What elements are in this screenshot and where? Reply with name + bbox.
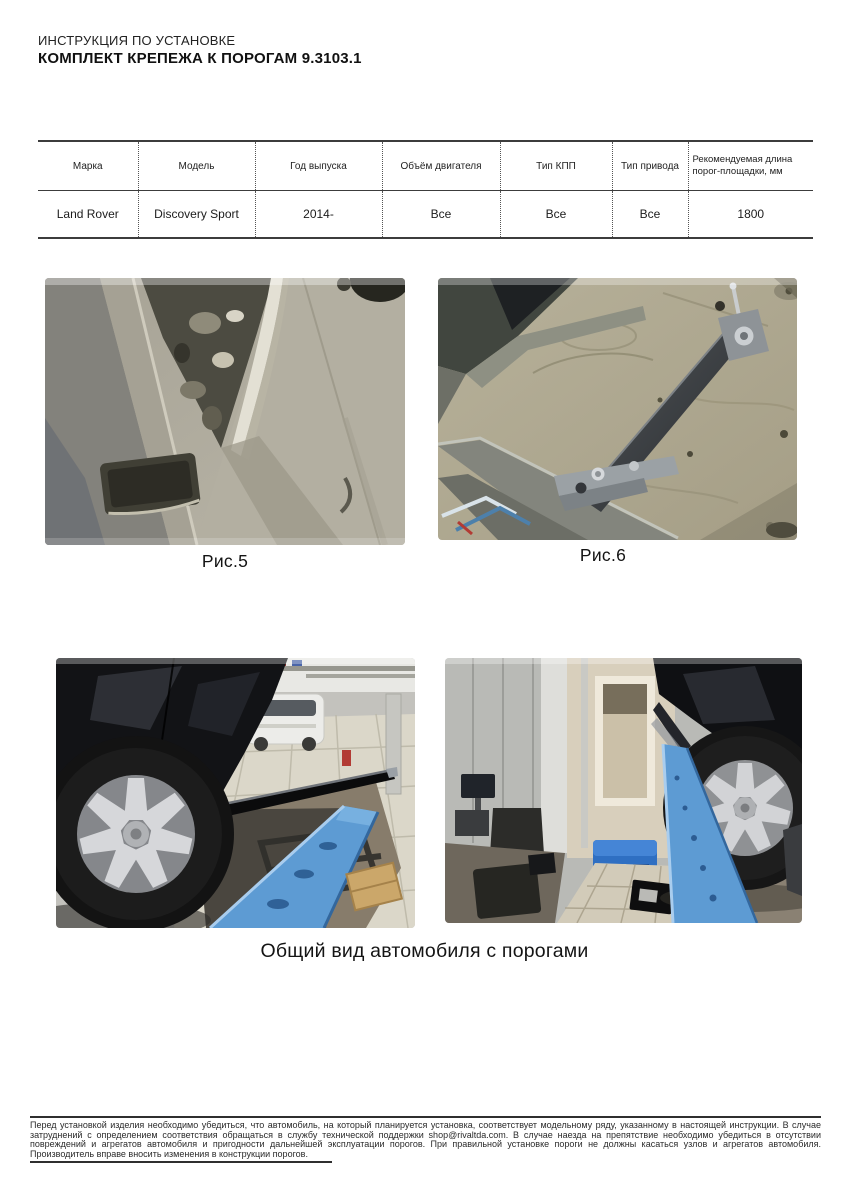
overview-left-photo bbox=[56, 658, 415, 928]
figure5-photo bbox=[45, 278, 405, 545]
spec-header-gearbox: Тип КПП bbox=[500, 141, 612, 191]
spec-header-engine: Объём двигателя bbox=[382, 141, 500, 191]
spec-cell-engine: Все bbox=[382, 191, 500, 239]
spec-cell-gearbox: Все bbox=[500, 191, 612, 239]
spec-header-model: Модель bbox=[138, 141, 255, 191]
footer-divider-short bbox=[30, 1161, 332, 1163]
spec-header-year: Год выпуска bbox=[255, 141, 382, 191]
vehicle-spec-table bbox=[38, 140, 813, 239]
overview-caption: Общий вид автомобиля с порогами bbox=[260, 940, 589, 962]
spec-header-step-length: Рекомендуемая длина порог-площадки, мм bbox=[688, 141, 813, 191]
spec-cell-model: Discovery Sport bbox=[138, 191, 255, 239]
spec-header-brand: Марка bbox=[38, 141, 138, 191]
spec-header-drive: Тип привода bbox=[612, 141, 688, 191]
overview-right-photo bbox=[445, 658, 802, 923]
spec-cell-drive: Все bbox=[612, 191, 688, 239]
spec-cell-step-length: 1800 bbox=[688, 191, 813, 239]
document-title-line1: ИНСТРУКЦИЯ ПО УСТАНОВКЕ bbox=[38, 33, 236, 48]
spec-cell-year: 2014- bbox=[255, 191, 382, 239]
figure5-caption: Рис.5 bbox=[201, 551, 249, 571]
spec-table-data-row bbox=[38, 191, 813, 239]
figure6-caption: Рис.6 bbox=[579, 545, 627, 565]
spec-table-header-row bbox=[38, 141, 813, 191]
spec-cell-brand: Land Rover bbox=[56, 207, 119, 221]
footer-divider bbox=[30, 1116, 821, 1118]
footer-disclaimer: Перед установкой изделия необходимо убедиться, что автомобиль, на который планируется установка, соответствует модельному ряду, указанному в настоящей инструкции. В случае затруднений с определением соответствия обращаться в службу технической поддержки shop@rivaltda.com. В случае наезда на препятствие необходимо убедиться в отсутствии повреждений и агрегатов автомобиля и пригодности дальнейшей эксплуатации порогов. При правильной установке пороги не должны касаться узлов и агрегатов автомобиля. Производитель вправе вносить изменения в конструкции порогов. bbox=[30, 1120, 821, 1159]
document-title-line2: КОМПЛЕКТ КРЕПЕЖА К ПОРОГАМ 9.3103.1 bbox=[38, 50, 362, 67]
figure6-photo bbox=[438, 278, 797, 540]
